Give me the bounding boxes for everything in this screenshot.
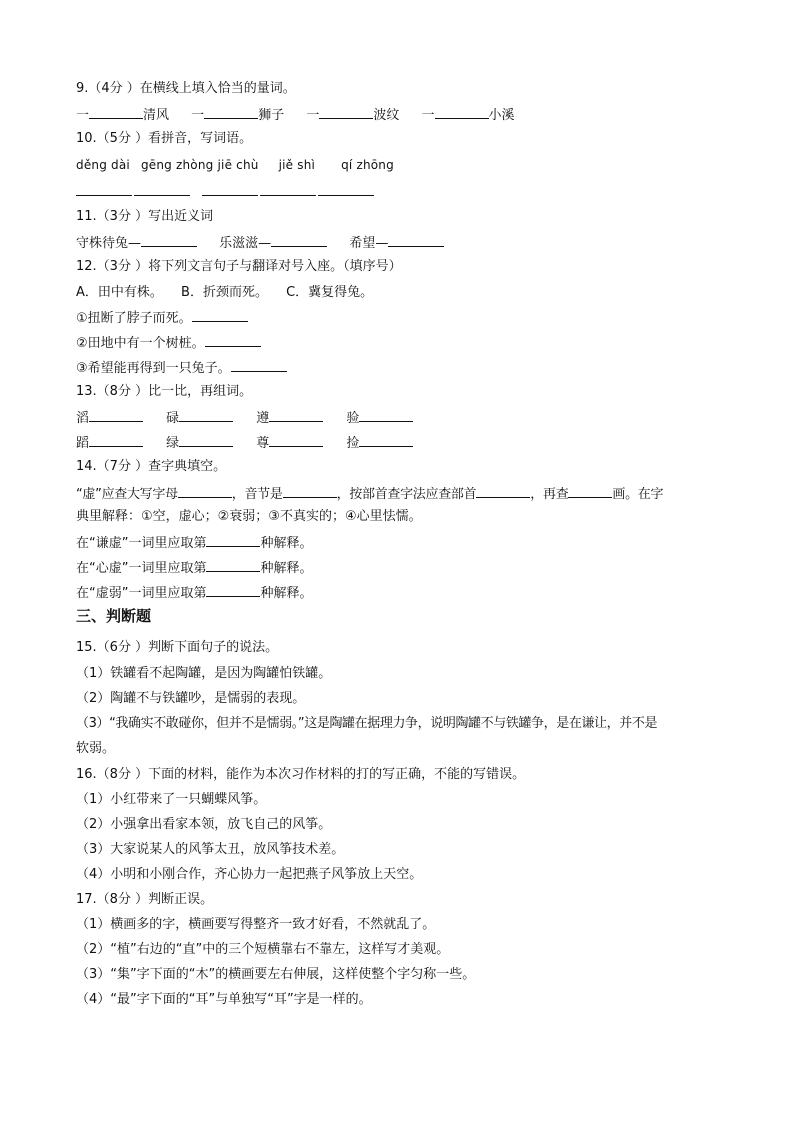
q16-item-1: （1）小红带来了一只蝴蝶风筝。 [76,792,267,807]
answer-blank[interactable] [319,105,373,119]
q12-item-3: ③希望能再得到一只兔子。 [76,358,287,378]
q13-row-1: 滔 碌 遵 验 [76,408,413,428]
pinyin-5: qí zhōng [341,158,394,172]
answer-blank[interactable] [76,195,132,196]
answer-blank[interactable] [269,433,323,447]
q17-title: 17.（8分 ）判断正误。 [76,892,214,907]
answer-blank[interactable] [388,233,444,247]
q14-title: 14.（7分 ）查字典填空。 [76,459,227,474]
answer-blank[interactable] [231,358,287,372]
q12-item-1: ①扭断了脖子而死。 [76,308,248,328]
q16-item-2: （2）小强拿出看家本领，放飞自己的风筝。 [76,817,332,832]
q14-paragraph-line-1: “虚”应查大写字母 ，音节是 ，按部首查字法应查部首 ，再查 画。在字 [76,484,663,504]
answer-blank[interactable] [568,484,612,498]
answer-blank[interactable] [359,433,413,447]
answer-blank[interactable] [271,233,327,247]
section-heading: 三、判断题 [76,607,152,625]
option-c: C．冀复得兔。 [286,285,374,300]
q15-title: 15.（6分 ）判断下面句子的说法。 [76,640,279,655]
answer-blank[interactable] [260,195,316,196]
answer-blank[interactable] [318,195,374,196]
answer-blank[interactable] [179,408,233,422]
answer-blank[interactable] [283,484,337,498]
q17-item-1: （1）横画多的字，横画要写得整齐一致才好看，不然就乱了。 [76,917,436,932]
answer-blank[interactable] [89,105,143,119]
q10-title: 10.（5分 ）看拼音，写词语。 [76,131,253,146]
q14-item-2: 在“心虚”一词里应取第 种解释。 [76,558,313,578]
q16-item-3: （3）大家说某人的风筝太丑，放风筝技术差。 [76,842,345,857]
answer-blank[interactable] [89,408,143,422]
answer-blank[interactable] [269,408,323,422]
q15-item-2: （2）陶罐不与铁罐吵，是懦弱的表现。 [76,691,306,706]
answer-blank[interactable] [359,408,413,422]
answer-blank[interactable] [192,308,248,322]
q12-options [76,284,373,302]
q16-item-4: （4）小明和小刚合作，齐心协力一起把燕子风筝放上天空。 [76,867,423,882]
q14-paragraph-line-2: 典里解释：①空，虚心；②衰弱；③不真实的；④心里怯懦。 [76,509,422,524]
answer-blank[interactable] [476,484,530,498]
q17-item-2: （2）“植”右边的“直”中的三个短横靠右不靠左，这样写才美观。 [76,942,450,957]
q9-item-4: 一 小溪 [422,105,515,125]
q16-title: 16.（8分 ）下面的材料，能作为本次习作材料的打的写正确，不能的写错误。 [76,767,526,782]
q15-item-1: （1）铁罐看不起陶罐，是因为陶罐怕铁罐。 [76,666,332,681]
q15-item-3: （3）“我确实不敢碰你，但并不是懦弱。”这是陶罐在据理力争，说明陶罐不与铁罐争，是在谦让，并不是 [76,716,658,731]
pinyin-3: jiē chù [217,158,259,172]
answer-blank[interactable] [178,484,232,498]
pinyin-2: gēng zhòng [140,158,214,172]
q15-item-3-continuation: 软弱。 [76,741,116,756]
answer-blank[interactable] [206,558,260,572]
q17-item-3: （3）“集”字下面的“木”的横画要左右伸展，这样使整个字匀称一些。 [76,967,476,982]
q10-pinyin-row [76,156,394,174]
q9-item-1: 一 清风 [76,105,169,125]
answer-blank[interactable] [435,105,489,119]
pinyin-4: jiě shì [278,158,316,172]
option-b: B．折颈而死。 [181,285,268,300]
q9-item-2: 一 狮子 [191,105,284,125]
q13-title: 13.（8分 ）比一比，再组词。 [76,384,253,399]
q13-row-2: 蹈 绿 尊 捡 [76,433,413,453]
option-a: A．田中有株。 [76,285,163,300]
q14-item-1: 在“谦虚”一词里应取第 种解释。 [76,533,313,553]
answer-blank[interactable] [141,233,197,247]
answer-blank[interactable] [89,433,143,447]
answer-blank[interactable] [134,195,190,196]
answer-blank[interactable] [179,433,233,447]
q17-item-4: （4）“最”字下面的“耳”与单独写“耳”字是一样的。 [76,992,372,1007]
answer-blank[interactable] [202,195,258,196]
q11-title: 11.（3分 ）写出近义词 [76,209,214,224]
q12-item-2: ②田地中有一个树桩。 [76,333,261,353]
answer-blank[interactable] [204,105,258,119]
answer-blank[interactable] [205,333,261,347]
answer-blank[interactable] [206,533,260,547]
answer-blank[interactable] [206,583,260,597]
q9-item-3: 一 波纹 [306,105,399,125]
q11-row: 守株待兔— 乐滋滋— 希望— [76,233,444,253]
q12-title: 12.（3分 ）将下列文言句子与翻译对号入座。（填序号） [76,259,402,274]
pinyin-1: děng dài [76,158,130,172]
q14-item-3: 在“虚弱”一词里应取第 种解释。 [76,583,313,603]
q9-title: 9.（4分 ）在横线上填入恰当的量词。 [76,81,296,96]
q9-row [76,105,515,125]
